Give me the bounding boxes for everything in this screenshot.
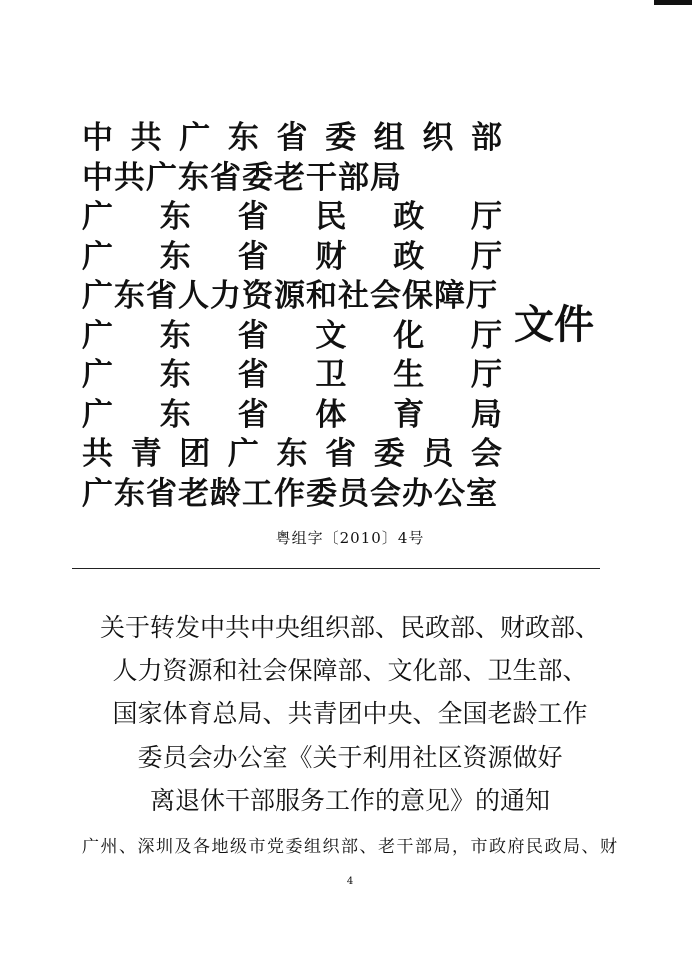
issuer-char: 省 [237, 199, 269, 235]
issuer-char: 青 [130, 436, 162, 472]
corner-scan-mark [654, 0, 692, 5]
issuer-char: 省 [276, 120, 308, 156]
header-divider [72, 568, 600, 569]
issuer-char: 广 [82, 317, 113, 354]
document-number: 粤组字〔2010〕4号 [275, 529, 425, 547]
issuer-char: 卫 [315, 357, 347, 393]
issuer-char: 委 [325, 120, 357, 156]
issuer-line [82, 198, 502, 238]
title-line: 关于转发中共中央组织部、民政部、财政部、 [99, 613, 600, 642]
issuer-line [82, 317, 502, 357]
issuer-char: 广 [82, 199, 113, 235]
issuer-char: 省 [237, 238, 269, 275]
issuer-char: 财 [315, 238, 347, 275]
issuer-char: 织 [422, 120, 454, 156]
title-line: 国家体育总局、共青团中央、全国老龄工作 [112, 699, 588, 729]
issuer-line: 中共广东省委老干部局 [82, 159, 402, 196]
issuer-char: 生 [393, 357, 425, 393]
issuer-char: 厅 [470, 199, 502, 235]
issuer-char: 体 [315, 396, 347, 433]
issuer-line [82, 396, 502, 436]
issuer-char: 民 [315, 199, 347, 235]
issuer-line [82, 238, 502, 278]
issuer-char: 会 [471, 436, 502, 472]
issuer-char: 东 [276, 436, 308, 472]
title-line: 委员会办公室《关于利用社区资源做好 [137, 742, 563, 772]
issuer-line [82, 356, 502, 396]
issuer-char: 委 [373, 436, 405, 472]
document-word: 文件 [514, 301, 594, 348]
issuer-line: 广东省人力资源和社会保障厅 [82, 278, 498, 314]
issuer-char: 部 [471, 120, 502, 156]
issuer-char: 广 [82, 238, 113, 275]
document-title [0, 606, 700, 822]
issuing-agencies [82, 119, 502, 514]
issuer-char: 政 [393, 238, 425, 275]
issuer-char: 共 [82, 436, 113, 472]
issuer-char: 东 [159, 357, 191, 393]
issuer-line: 广东省老龄工作委员会办公室 [82, 475, 498, 512]
issuer-line [82, 119, 502, 159]
issuer-char: 广 [82, 396, 113, 433]
issuer-char: 省 [237, 357, 269, 393]
page-number: 4 [346, 876, 354, 887]
issuer-char: 厅 [470, 357, 502, 393]
issuer-char: 局 [470, 396, 502, 433]
issuer-char: 育 [393, 396, 425, 433]
issuer-char: 化 [393, 317, 425, 354]
issuer-char: 广 [227, 436, 259, 472]
issuer-char: 东 [227, 120, 259, 156]
salutation-line: 广州、深圳及各地级市党委组织部、老干部局，市政府民政局、财 [82, 837, 619, 857]
issuer-char: 文 [315, 317, 347, 354]
issuer-char: 厅 [470, 238, 502, 275]
issuer-char: 东 [159, 396, 191, 433]
issuer-char: 政 [393, 199, 425, 235]
issuer-char: 组 [373, 120, 405, 156]
issuer-char: 广 [82, 357, 113, 393]
issuer-char: 省 [237, 396, 269, 433]
issuer-char: 省 [325, 436, 357, 472]
issuer-char: 中 [82, 120, 113, 156]
issuer-char: 员 [422, 436, 454, 472]
issuer-char: 东 [159, 317, 191, 354]
title-line: 离退休干部服务工作的意见》的通知 [149, 785, 550, 815]
title-line: 人力资源和社会保障部、文化部、卫生部、 [112, 656, 588, 686]
issuer-char: 厅 [470, 317, 502, 354]
issuer-char: 广 [179, 120, 211, 156]
issuer-char: 省 [237, 317, 269, 354]
issuer-char: 东 [159, 238, 191, 275]
issuer-char: 东 [159, 199, 191, 235]
issuer-char: 团 [179, 436, 211, 472]
issuer-line [82, 435, 502, 475]
issuer-char: 共 [130, 120, 162, 156]
